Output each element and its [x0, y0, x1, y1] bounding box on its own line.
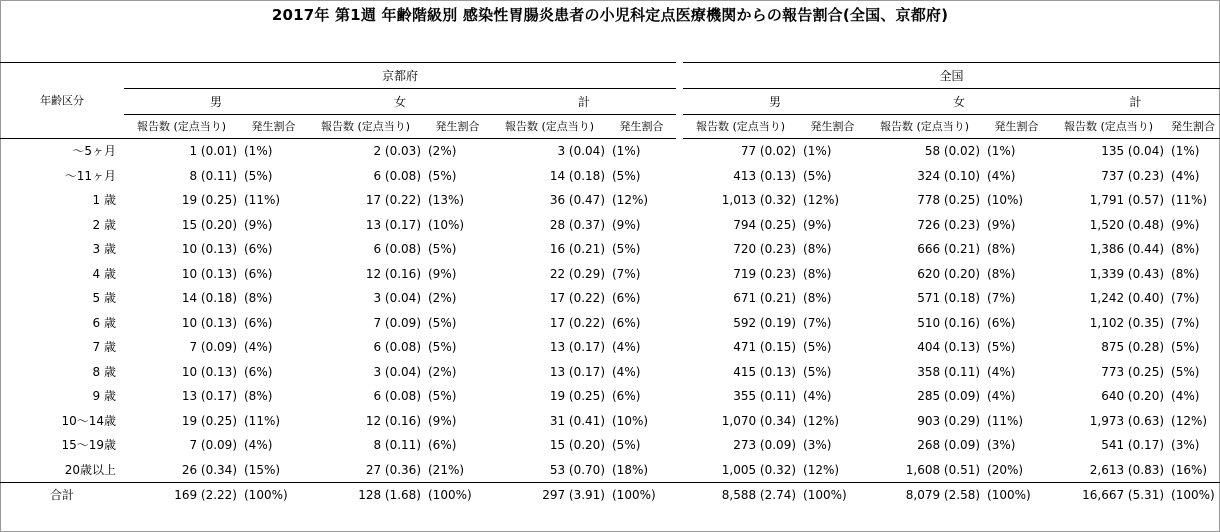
rate-cell: (5%): [428, 340, 457, 355]
table-row: [0, 286, 1220, 311]
report-count-cell: 26 (0.34): [181, 462, 237, 477]
report-count-cell: 2,613 (0.83): [1089, 462, 1165, 477]
rate-cell: (6%): [244, 315, 273, 330]
report-count-cell: 128 (1.68): [308, 483, 423, 508]
rate-cell: (6%): [987, 315, 1016, 330]
column-gap: [676, 360, 683, 385]
age-group-label: ～11ヶ月: [64, 168, 116, 183]
report-count-cell: 571 (0.18): [917, 291, 981, 306]
rate-cell: (6%): [428, 438, 457, 453]
column-gap: [676, 262, 683, 287]
table-row: [0, 139, 1220, 164]
rate-cell: (10%): [612, 413, 649, 428]
rate-header: 発生割合: [423, 115, 492, 139]
rate-cell: (4%): [244, 340, 273, 355]
age-group-label: 4 歳: [92, 266, 116, 281]
report-count-cell: 3 (0.04): [373, 291, 421, 306]
report-count-cell: 671 (0.21): [733, 291, 797, 306]
report-count-cell: 10 (0.13): [181, 364, 237, 379]
rate-cell: (9%): [428, 413, 457, 428]
page-title: 2017年 第1週 年齢階級別 感染性胃腸炎患者の小児科定点医療機関からの報告割合(全国、京都府): [271, 6, 949, 24]
region-header-kyoto: 京都府: [124, 63, 676, 89]
rate-cell: (8%): [244, 389, 273, 404]
age-group-label: 3 歳: [92, 242, 116, 257]
column-gap: [676, 483, 683, 508]
report-count-cell: 1,339 (0.43): [1089, 266, 1165, 281]
report-count-cell: 8,588 (2.74): [683, 483, 798, 508]
report-count-cell: 875 (0.28): [1101, 340, 1165, 355]
column-gap: [676, 237, 683, 262]
report-count-cell: 13 (0.17): [549, 340, 605, 355]
report-count-cell: 8 (0.11): [373, 438, 421, 453]
column-gap: [676, 335, 683, 360]
rate-cell: (8%): [803, 291, 832, 306]
rate-cell: (12%): [803, 413, 840, 428]
sex-header-kyoto-total: 計: [492, 89, 676, 115]
report-count-cell: 7 (0.09): [373, 315, 421, 330]
age-group-label: 6 歳: [92, 315, 116, 330]
rate-cell: (1%): [244, 144, 273, 159]
rate-cell: (5%): [987, 340, 1016, 355]
report-count-cell: 358 (0.11): [917, 364, 981, 379]
rate-cell: (5%): [428, 315, 457, 330]
report-count-cell: 1,005 (0.32): [721, 462, 797, 477]
report-count-cell: 58 (0.02): [924, 144, 981, 159]
report-count-cell: 1,102 (0.35): [1089, 315, 1165, 330]
report-count-cell: 3 (0.04): [557, 144, 605, 159]
rate-cell: (5%): [428, 242, 457, 257]
table-row: [0, 188, 1220, 213]
report-count-cell: 285 (0.09): [917, 389, 981, 404]
report-count-cell: 17 (0.22): [365, 193, 421, 208]
report-count-cell: 15 (0.20): [181, 217, 237, 232]
report-count-cell: 10 (0.13): [181, 315, 237, 330]
rate-cell: (12%): [1171, 413, 1208, 428]
sex-header-national-male: 男: [683, 89, 867, 115]
rate-cell: (2%): [428, 364, 457, 379]
header-row-region: [0, 63, 1220, 89]
report-count-cell: 17 (0.22): [549, 291, 605, 306]
rate-cell: (5%): [803, 168, 832, 183]
column-gap: [676, 286, 683, 311]
report-count-cell: 1,242 (0.40): [1089, 291, 1165, 306]
column-gap: [676, 89, 683, 115]
rate-cell: (8%): [1171, 266, 1200, 281]
report-table: [0, 62, 1220, 507]
rate-cell: (7%): [612, 266, 641, 281]
table-row: [0, 311, 1220, 336]
column-gap: [676, 164, 683, 189]
table-row: [0, 458, 1220, 483]
report-count-cell: 297 (3.91): [492, 483, 607, 508]
rate-cell: (15%): [244, 462, 281, 477]
report-count-cell: 471 (0.15): [733, 340, 797, 355]
report-count-cell: 640 (0.20): [1101, 389, 1165, 404]
column-gap: [676, 213, 683, 238]
rate-cell: (4%): [612, 364, 641, 379]
report-count-cell: 1,520 (0.48): [1089, 217, 1165, 232]
rate-cell: (5%): [803, 364, 832, 379]
rate-cell: (8%): [803, 266, 832, 281]
age-group-header: 年齢区分: [0, 63, 124, 139]
table-row: [0, 335, 1220, 360]
table-row: [0, 409, 1220, 434]
age-group-label: 合計: [0, 483, 124, 508]
report-count-cell: 16 (0.21): [549, 242, 605, 257]
rate-cell: (6%): [244, 242, 273, 257]
table-row: [0, 213, 1220, 238]
report-count-cell: 19 (0.25): [181, 193, 237, 208]
rate-cell: (5%): [428, 389, 457, 404]
report-count-cell: 7 (0.09): [189, 340, 237, 355]
rate-cell: (8%): [244, 291, 273, 306]
rate-cell: (12%): [803, 193, 840, 208]
sex-header-kyoto-male: 男: [124, 89, 308, 115]
report-count-cell: 737 (0.23): [1101, 168, 1165, 183]
report-count-cell: 135 (0.04): [1101, 144, 1165, 159]
table-row: [0, 262, 1220, 287]
report-count-cell: 1,070 (0.34): [721, 413, 797, 428]
column-gap: [676, 458, 683, 483]
report-count-cell: 17 (0.22): [549, 315, 605, 330]
report-count-cell: 541 (0.17): [1101, 438, 1165, 453]
rate-cell: (9%): [1171, 217, 1200, 232]
report-count-cell: 14 (0.18): [549, 168, 605, 183]
report-count-cell: 415 (0.13): [733, 364, 797, 379]
rate-cell: (7%): [1171, 315, 1200, 330]
report-count-cell: 19 (0.25): [181, 413, 237, 428]
column-gap: [676, 311, 683, 336]
report-count-cell: 10 (0.13): [181, 266, 237, 281]
header-row-sex: [0, 89, 1220, 115]
report-count-cell: 773 (0.25): [1101, 364, 1165, 379]
rate-cell: (3%): [987, 438, 1016, 453]
rate-cell: (3%): [803, 438, 832, 453]
sex-header-national-female: 女: [867, 89, 1051, 115]
column-gap: [676, 433, 683, 458]
rate-cell: (100%): [1166, 483, 1220, 508]
header-row-metric: [0, 115, 1220, 139]
report-count-cell: 14 (0.18): [181, 291, 237, 306]
report-count-cell: 28 (0.37): [549, 217, 605, 232]
rate-cell: (21%): [428, 462, 465, 477]
report-count-cell: 27 (0.36): [365, 462, 421, 477]
report-count-cell: 510 (0.16): [917, 315, 981, 330]
rate-cell: (2%): [428, 291, 457, 306]
rate-cell: (100%): [423, 483, 492, 508]
table-row: [0, 384, 1220, 409]
rate-cell: (3%): [1171, 438, 1200, 453]
report-count-cell: 22 (0.29): [549, 266, 605, 281]
rate-cell: (6%): [612, 291, 641, 306]
report-count-cell: 3 (0.04): [373, 364, 421, 379]
rate-header: 発生割合: [239, 115, 308, 139]
total-row: [0, 483, 1220, 508]
rate-cell: (100%): [798, 483, 867, 508]
rate-cell: (11%): [244, 193, 281, 208]
report-count-cell: 268 (0.09): [917, 438, 981, 453]
rate-cell: (100%): [607, 483, 676, 508]
rate-cell: (1%): [987, 144, 1016, 159]
report-count-cell: 13 (0.17): [365, 217, 421, 232]
report-count-cell: 1 (0.01): [189, 144, 237, 159]
rate-cell: (16%): [1171, 462, 1208, 477]
rate-cell: (10%): [428, 217, 465, 232]
report-count-cell: 592 (0.19): [733, 315, 797, 330]
rate-cell: (6%): [612, 389, 641, 404]
report-count-cell: 169 (2.22): [124, 483, 239, 508]
report-count-cell: 903 (0.29): [917, 413, 981, 428]
rate-cell: (5%): [612, 438, 641, 453]
rate-cell: (8%): [987, 266, 1016, 281]
report-count-cell: 726 (0.23): [917, 217, 981, 232]
age-group-label: ～5ヶ月: [72, 144, 116, 159]
rate-cell: (10%): [987, 193, 1024, 208]
report-count-cell: 13 (0.17): [549, 364, 605, 379]
report-count-cell: 2 (0.03): [373, 144, 421, 159]
report-count-cell: 19 (0.25): [549, 389, 605, 404]
column-gap: [676, 188, 683, 213]
rate-cell: (11%): [1171, 193, 1208, 208]
report-count-header: 報告数 (定点当り): [124, 115, 239, 139]
report-count-cell: 36 (0.47): [549, 193, 605, 208]
rate-cell: (4%): [612, 340, 641, 355]
rate-cell: (6%): [244, 364, 273, 379]
table-row: [0, 237, 1220, 262]
rate-cell: (5%): [1171, 364, 1200, 379]
report-count-cell: 620 (0.20): [917, 266, 981, 281]
rate-cell: (1%): [612, 144, 641, 159]
report-count-cell: 794 (0.25): [733, 217, 797, 232]
rate-cell: (5%): [612, 168, 641, 183]
rate-header: 発生割合: [982, 115, 1051, 139]
age-group-label: 15～19歳: [61, 438, 116, 453]
rate-cell: (8%): [1171, 242, 1200, 257]
report-count-cell: 53 (0.70): [549, 462, 605, 477]
report-count-cell: 12 (0.16): [365, 413, 421, 428]
report-count-cell: 1,386 (0.44): [1089, 242, 1165, 257]
report-count-cell: 1,791 (0.57): [1089, 193, 1165, 208]
table-row: [0, 164, 1220, 189]
report-count-cell: 404 (0.13): [917, 340, 981, 355]
report-count-cell: 355 (0.11): [733, 389, 797, 404]
report-count-cell: 31 (0.41): [549, 413, 605, 428]
report-count-cell: 7 (0.09): [189, 438, 237, 453]
rate-cell: (12%): [803, 462, 840, 477]
rate-cell: (12%): [612, 193, 649, 208]
report-count-cell: 6 (0.08): [373, 242, 421, 257]
report-count-cell: 413 (0.13): [733, 168, 797, 183]
report-count-cell: 1,013 (0.32): [721, 193, 797, 208]
rate-cell: (4%): [987, 168, 1016, 183]
rate-header: 発生割合: [607, 115, 676, 139]
rate-cell: (4%): [987, 389, 1016, 404]
rate-cell: (4%): [803, 389, 832, 404]
rate-cell: (20%): [987, 462, 1024, 477]
report-count-cell: 778 (0.25): [917, 193, 981, 208]
rate-cell: (9%): [244, 217, 273, 232]
rate-cell: (8%): [803, 242, 832, 257]
sex-header-kyoto-female: 女: [308, 89, 492, 115]
rate-cell: (100%): [239, 483, 308, 508]
report-count-cell: 16,667 (5.31): [1051, 483, 1166, 508]
sex-header-national-total: 計: [1051, 89, 1220, 115]
age-group-label: 9 歳: [92, 389, 116, 404]
rate-cell: (11%): [987, 413, 1024, 428]
report-count-cell: 13 (0.17): [181, 389, 237, 404]
rate-cell: (7%): [803, 315, 832, 330]
report-count-cell: 6 (0.08): [373, 340, 421, 355]
report-count-header: 報告数 (定点当り): [492, 115, 607, 139]
column-gap: [676, 63, 683, 89]
column-gap: [676, 115, 683, 139]
rate-cell: (7%): [987, 291, 1016, 306]
report-count-cell: 719 (0.23): [733, 266, 797, 281]
report-count-header: 報告数 (定点当り): [683, 115, 798, 139]
rate-cell: (100%): [982, 483, 1051, 508]
rate-cell: (4%): [244, 438, 273, 453]
report-count-cell: 720 (0.23): [733, 242, 797, 257]
rate-cell: (11%): [244, 413, 281, 428]
column-gap: [676, 139, 683, 164]
rate-cell: (5%): [244, 168, 273, 183]
table-row: [0, 433, 1220, 458]
rate-cell: (9%): [803, 217, 832, 232]
rate-cell: (6%): [244, 266, 273, 281]
rate-cell: (9%): [612, 217, 641, 232]
report-count-header: 報告数 (定点当り): [867, 115, 982, 139]
report-count-cell: 77 (0.02): [740, 144, 797, 159]
rate-cell: (1%): [1171, 144, 1200, 159]
report-count-cell: 1,608 (0.51): [905, 462, 981, 477]
report-count-cell: 666 (0.21): [917, 242, 981, 257]
rate-cell: (5%): [803, 340, 832, 355]
report-count-cell: 8,079 (2.58): [867, 483, 982, 508]
rate-cell: (8%): [987, 242, 1016, 257]
region-header-national: 全国: [683, 63, 1220, 89]
report-count-cell: 1,973 (0.63): [1089, 413, 1165, 428]
table-row: [0, 360, 1220, 385]
column-gap: [676, 384, 683, 409]
rate-cell: (5%): [428, 168, 457, 183]
rate-header: 発生割合: [798, 115, 867, 139]
report-count-cell: 324 (0.10): [917, 168, 981, 183]
age-group-label: 8 歳: [92, 364, 116, 379]
rate-cell: (5%): [612, 242, 641, 257]
age-group-label: 2 歳: [92, 217, 116, 232]
age-group-label: 1 歳: [92, 193, 116, 208]
report-count-header: 報告数 (定点当り): [1051, 115, 1166, 139]
report-count-cell: 273 (0.09): [733, 438, 797, 453]
rate-cell: (2%): [428, 144, 457, 159]
age-group-label: 10～14歳: [61, 413, 116, 428]
report-count-cell: 10 (0.13): [181, 242, 237, 257]
rate-cell: (9%): [428, 266, 457, 281]
report-count-cell: 15 (0.20): [549, 438, 605, 453]
rate-cell: (4%): [1171, 168, 1200, 183]
rate-cell: (9%): [987, 217, 1016, 232]
report-count-cell: 12 (0.16): [365, 266, 421, 281]
report-count-cell: 6 (0.08): [373, 389, 421, 404]
rate-header: 発生割合: [1166, 115, 1220, 139]
rate-cell: (4%): [987, 364, 1016, 379]
rate-cell: (4%): [1171, 389, 1200, 404]
age-group-label: 20歳以上: [64, 462, 116, 477]
age-group-label: 5 歳: [92, 291, 116, 306]
report-count-cell: 8 (0.11): [189, 168, 237, 183]
rate-cell: (13%): [428, 193, 465, 208]
rate-cell: (7%): [1171, 291, 1200, 306]
rate-cell: (5%): [1171, 340, 1200, 355]
rate-cell: (6%): [612, 315, 641, 330]
age-group-label: 7 歳: [92, 340, 116, 355]
rate-cell: (18%): [612, 462, 649, 477]
report-count-header: 報告数 (定点当り): [308, 115, 423, 139]
column-gap: [676, 409, 683, 434]
rate-cell: (1%): [803, 144, 832, 159]
report-count-cell: 6 (0.08): [373, 168, 421, 183]
